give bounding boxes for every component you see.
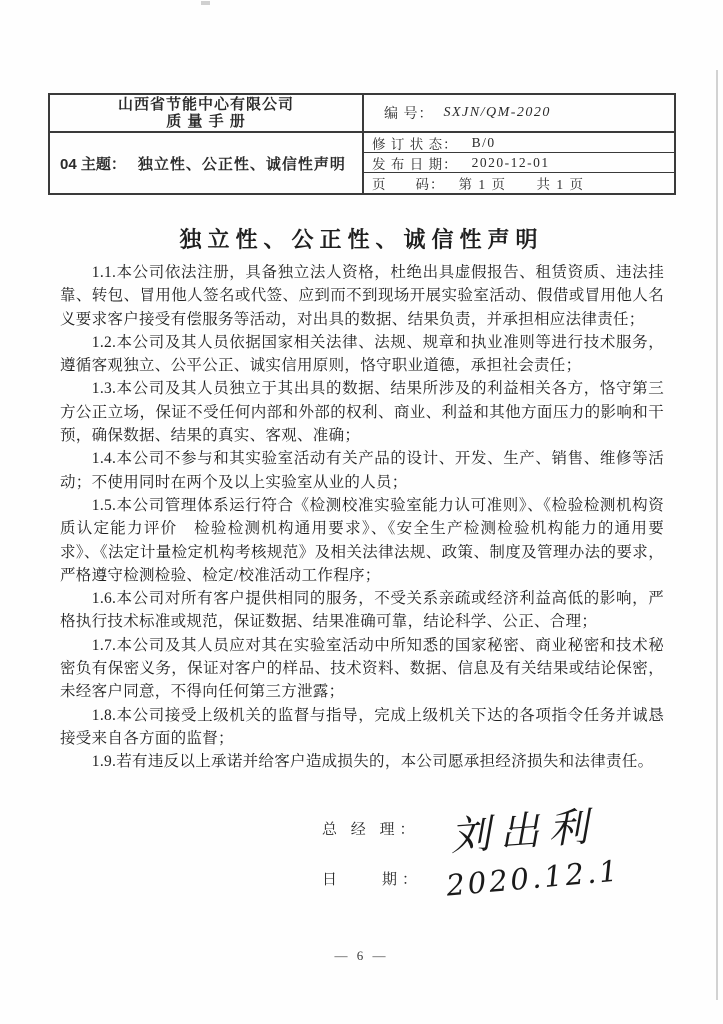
- header-company-cell: [50, 95, 364, 133]
- page-number-footer: — 6 —: [334, 948, 389, 963]
- clause-1-8: 1.8.本公司接受上级机关的监督与指导，完成上级机关下达的各项指令任务并诚恳接受来自各方面的监督；: [60, 706, 664, 747]
- subject-label: 04 主题：: [60, 155, 126, 173]
- clause-1-9: 1.9.若有违反以上承诺并给客户造成损失的，本公司愿承担经济损失和法律责任。: [91, 753, 654, 771]
- revision-row: [364, 133, 674, 153]
- scan-edge-shadow: [716, 70, 718, 1000]
- page-number-label: 页 码：: [372, 177, 445, 192]
- revision-value: B/0: [471, 134, 496, 150]
- clause-1-1: 1.1.本公司依法注册，具备独立法人资格，杜绝出具虚假报告、租赁资质、违法挂靠、转包、冒用他人签名或代签、应到而不到现场开展实验室活动、假借或冒用他人名义要求客户接受有偿服务等活动，对出具的数据、结果负责，并承担相应法律责任；: [60, 264, 664, 328]
- subject-cell: [50, 133, 364, 193]
- date-row: [322, 853, 622, 903]
- doc-number-value: SXJN/QM-2020: [443, 105, 551, 120]
- revision-label: 修 订 状 态：: [372, 136, 458, 152]
- doc-number-cell: [364, 95, 674, 133]
- document-title: 独立性、公正性、诚信性声明: [179, 227, 544, 252]
- subject-value: 独立性、公正性、诚信性声明: [137, 155, 346, 173]
- manager-signature-handwritten: 刘出利: [448, 803, 599, 861]
- date-label: 日 期：: [322, 871, 423, 888]
- release-date-row: [364, 153, 674, 173]
- clause-1-5: 1.5.本公司管理体系运行符合《检测校准实验室能力认可准则》、《检验检测机构资质认定能力评价 检验检测机构通用要求》、《安全生产检测检验机构能力的通用要求》、《法定计量检定机构考核规范》及相关法律法规、政策、制度及管理办法的要求，严格遵守检测检验、检定/校准活动工作程序；: [60, 496, 664, 584]
- document-body: [60, 261, 664, 774]
- scan-artifact: [201, 1, 210, 5]
- release-date-value: 2020-12-01: [471, 154, 550, 170]
- clause-1-6: 1.6.本公司对所有客户提供相同的服务，不受关系亲疏或经济利益高低的影响，严格执行技术标准或规范，保证数据、结果准确可靠，结论科学、公正、合理；: [60, 590, 664, 631]
- clause-1-2: 1.2.本公司及其人员依据国家相关法律、法规、规章和执业准则等进行技术服务，遵循客观独立、公平公正、诚实信用原则，恪守职业道德，承担社会责任；: [60, 333, 664, 375]
- header-table: [48, 93, 676, 195]
- manager-signature-row: [322, 800, 621, 861]
- date-handwritten: 2020.12.1: [444, 853, 622, 903]
- clause-1-7: 1.7.本公司及其人员应对其在实验室活动中所知悉的国家秘密、商业秘密和技术秘密负有保密义务，保证对客户的样品、技术资料、数据、信息及有关结果或结论保密，未经客户同意，不得向任何第三方泄露；: [60, 636, 664, 701]
- company-name: 山西省节能中心有限公司: [117, 96, 294, 113]
- manager-label: 总 经 理：: [322, 822, 420, 838]
- release-date-label: 发 布 日 期：: [372, 156, 458, 172]
- clause-1-3: 1.3.本公司及其人员独立于其出具的数据、结果所涉及的利益相关各方，恪守第三方公正立场，保证不受任何内部和外部的权利、商业、利益和其他方面压力的影响和干预，确保数据、结果的真实、客观、准确；: [60, 380, 664, 445]
- clause-1-4: 1.4.本公司不参与和其实验室活动有关产品的设计、开发、生产、销售、维修等活动；不使用同时在两个及以上实验室从业的人员；: [60, 450, 664, 491]
- manual-title: 质 量 手 册: [166, 113, 246, 130]
- page-number-value: 第 1 页 共 1 页: [458, 177, 585, 192]
- doc-number-label: 编 号：: [384, 107, 434, 122]
- signature-block: [322, 800, 622, 903]
- page-number-row: [364, 173, 674, 193]
